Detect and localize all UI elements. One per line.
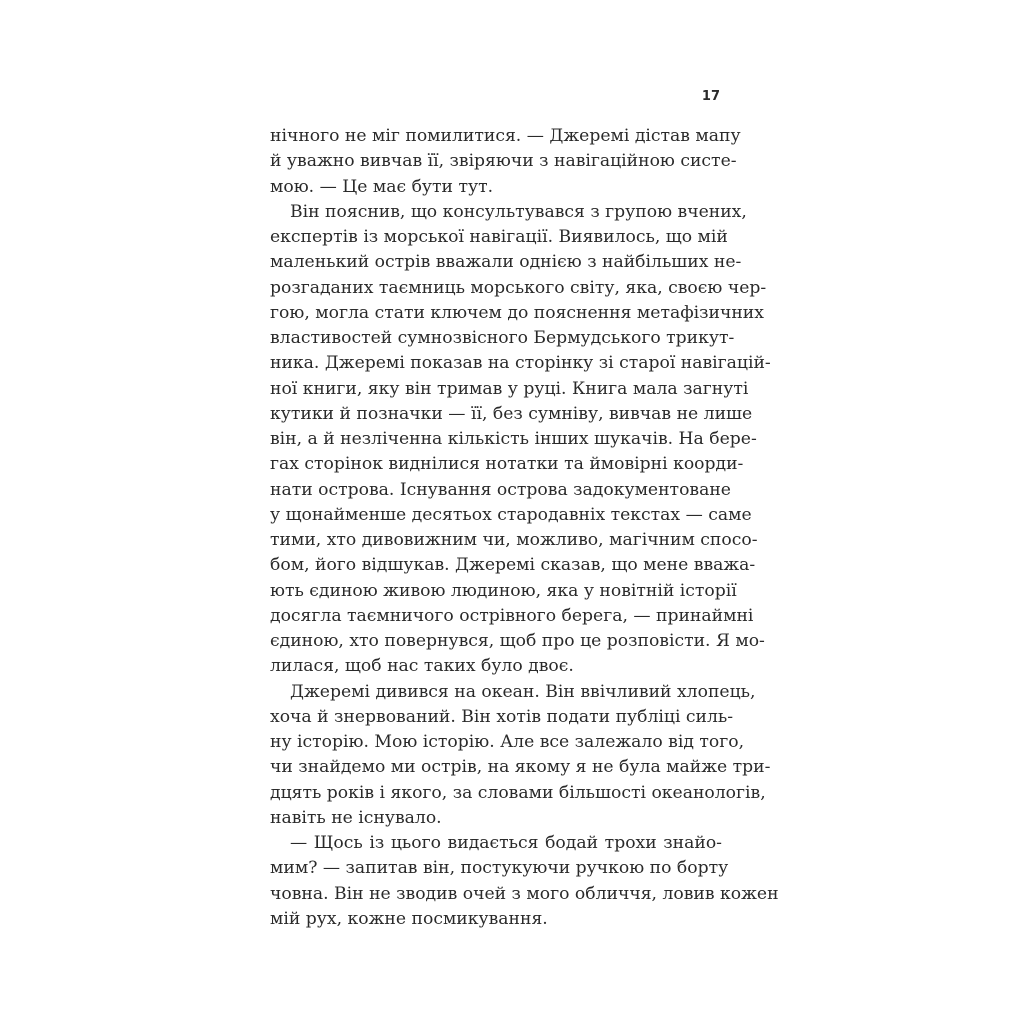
text-line: човна. Він не зводив очей з мого обличчя, ловив кожен <box>270 883 779 904</box>
text-line: мою. — Це має бути тут. <box>270 176 494 197</box>
text-line: єдиною, хто повернувся, щоб про це розповісти. Я мо- <box>270 631 765 651</box>
paragraph-1 <box>270 124 741 200</box>
text-line: ну історію. Мою історію. Але все залежало від того, <box>270 732 745 752</box>
text-line: навіть не існувало. <box>270 807 442 828</box>
text-line: тими, хто дивовижним чи, можливо, магічним спосо- <box>270 530 758 550</box>
text-line: ної книги, яку він тримав у руці. Книга мала загнуті <box>270 378 749 399</box>
paragraph-4 <box>270 831 779 932</box>
text-line: дцять років і якого, за словами більшості океанологів, <box>270 782 766 803</box>
text-line: мим? — запитав він, постукуючи ручкою по борту <box>270 858 729 879</box>
text-line: нічного не міг помилитися. — Джеремі дістав мапу <box>270 126 741 146</box>
text-line: гах сторінок виднілися нотатки та ймовірні коорди- <box>270 454 744 475</box>
text-line: хоча й знервований. Він хотів подати публіці силь- <box>270 706 734 727</box>
text-line: кутики й позначки — її, без сумніву, вивчав не лише <box>270 403 753 424</box>
text-line: ють єдиною живою людиною, яка у новітній історії <box>270 580 737 601</box>
text-line: властивостей сумнозвісного Бермудського трикут- <box>270 328 735 348</box>
text-line: у щонайменше десятьох стародавніх текстах — саме <box>270 504 752 525</box>
text-line: Він пояснив, що консультувався з групою вчених, <box>290 201 747 222</box>
body-text <box>270 124 779 932</box>
text-line: розгаданих таємниць морського світу, яка, своєю чер- <box>270 277 767 298</box>
text-line: й уважно вивчав її, звіряючи з навігаційною систе- <box>270 151 737 172</box>
page-number: 17 <box>701 89 720 104</box>
text-line: мій рух, кожне посмикування. <box>270 908 548 929</box>
text-line: маленький острів вважали однією з найбільших не- <box>270 252 742 273</box>
text-line: експертів із морської навігації. Виявилось, що мій <box>270 227 728 247</box>
text-line: він, а й незліченна кількість інших шукачів. На бере- <box>270 429 757 449</box>
text-line: нати острова. Існування острова задокументоване <box>270 479 731 500</box>
text-line: бом, його відшукав. Джеремі сказав, що мене вважа- <box>270 555 756 576</box>
text-line: досягла таємничого острівного берега, — принаймні <box>270 605 754 626</box>
text-line: — Щось із цього видається бодай трохи знайо- <box>290 833 722 853</box>
text-line: лилася, щоб нас таких було двоє. <box>270 656 574 677</box>
paragraph-2 <box>270 200 771 680</box>
text-line: Джеремі дивився на океан. Він ввічливий хлопець, <box>290 681 756 702</box>
text-line: гою, могла стати ключем до пояснення метафізичних <box>270 302 764 323</box>
text-line: ника. Джеремі показав на сторінку зі старої навігацій- <box>270 353 771 374</box>
paragraph-3 <box>270 680 771 832</box>
text-line: чи знайдемо ми острів, на якому я не була майже три- <box>270 757 771 778</box>
